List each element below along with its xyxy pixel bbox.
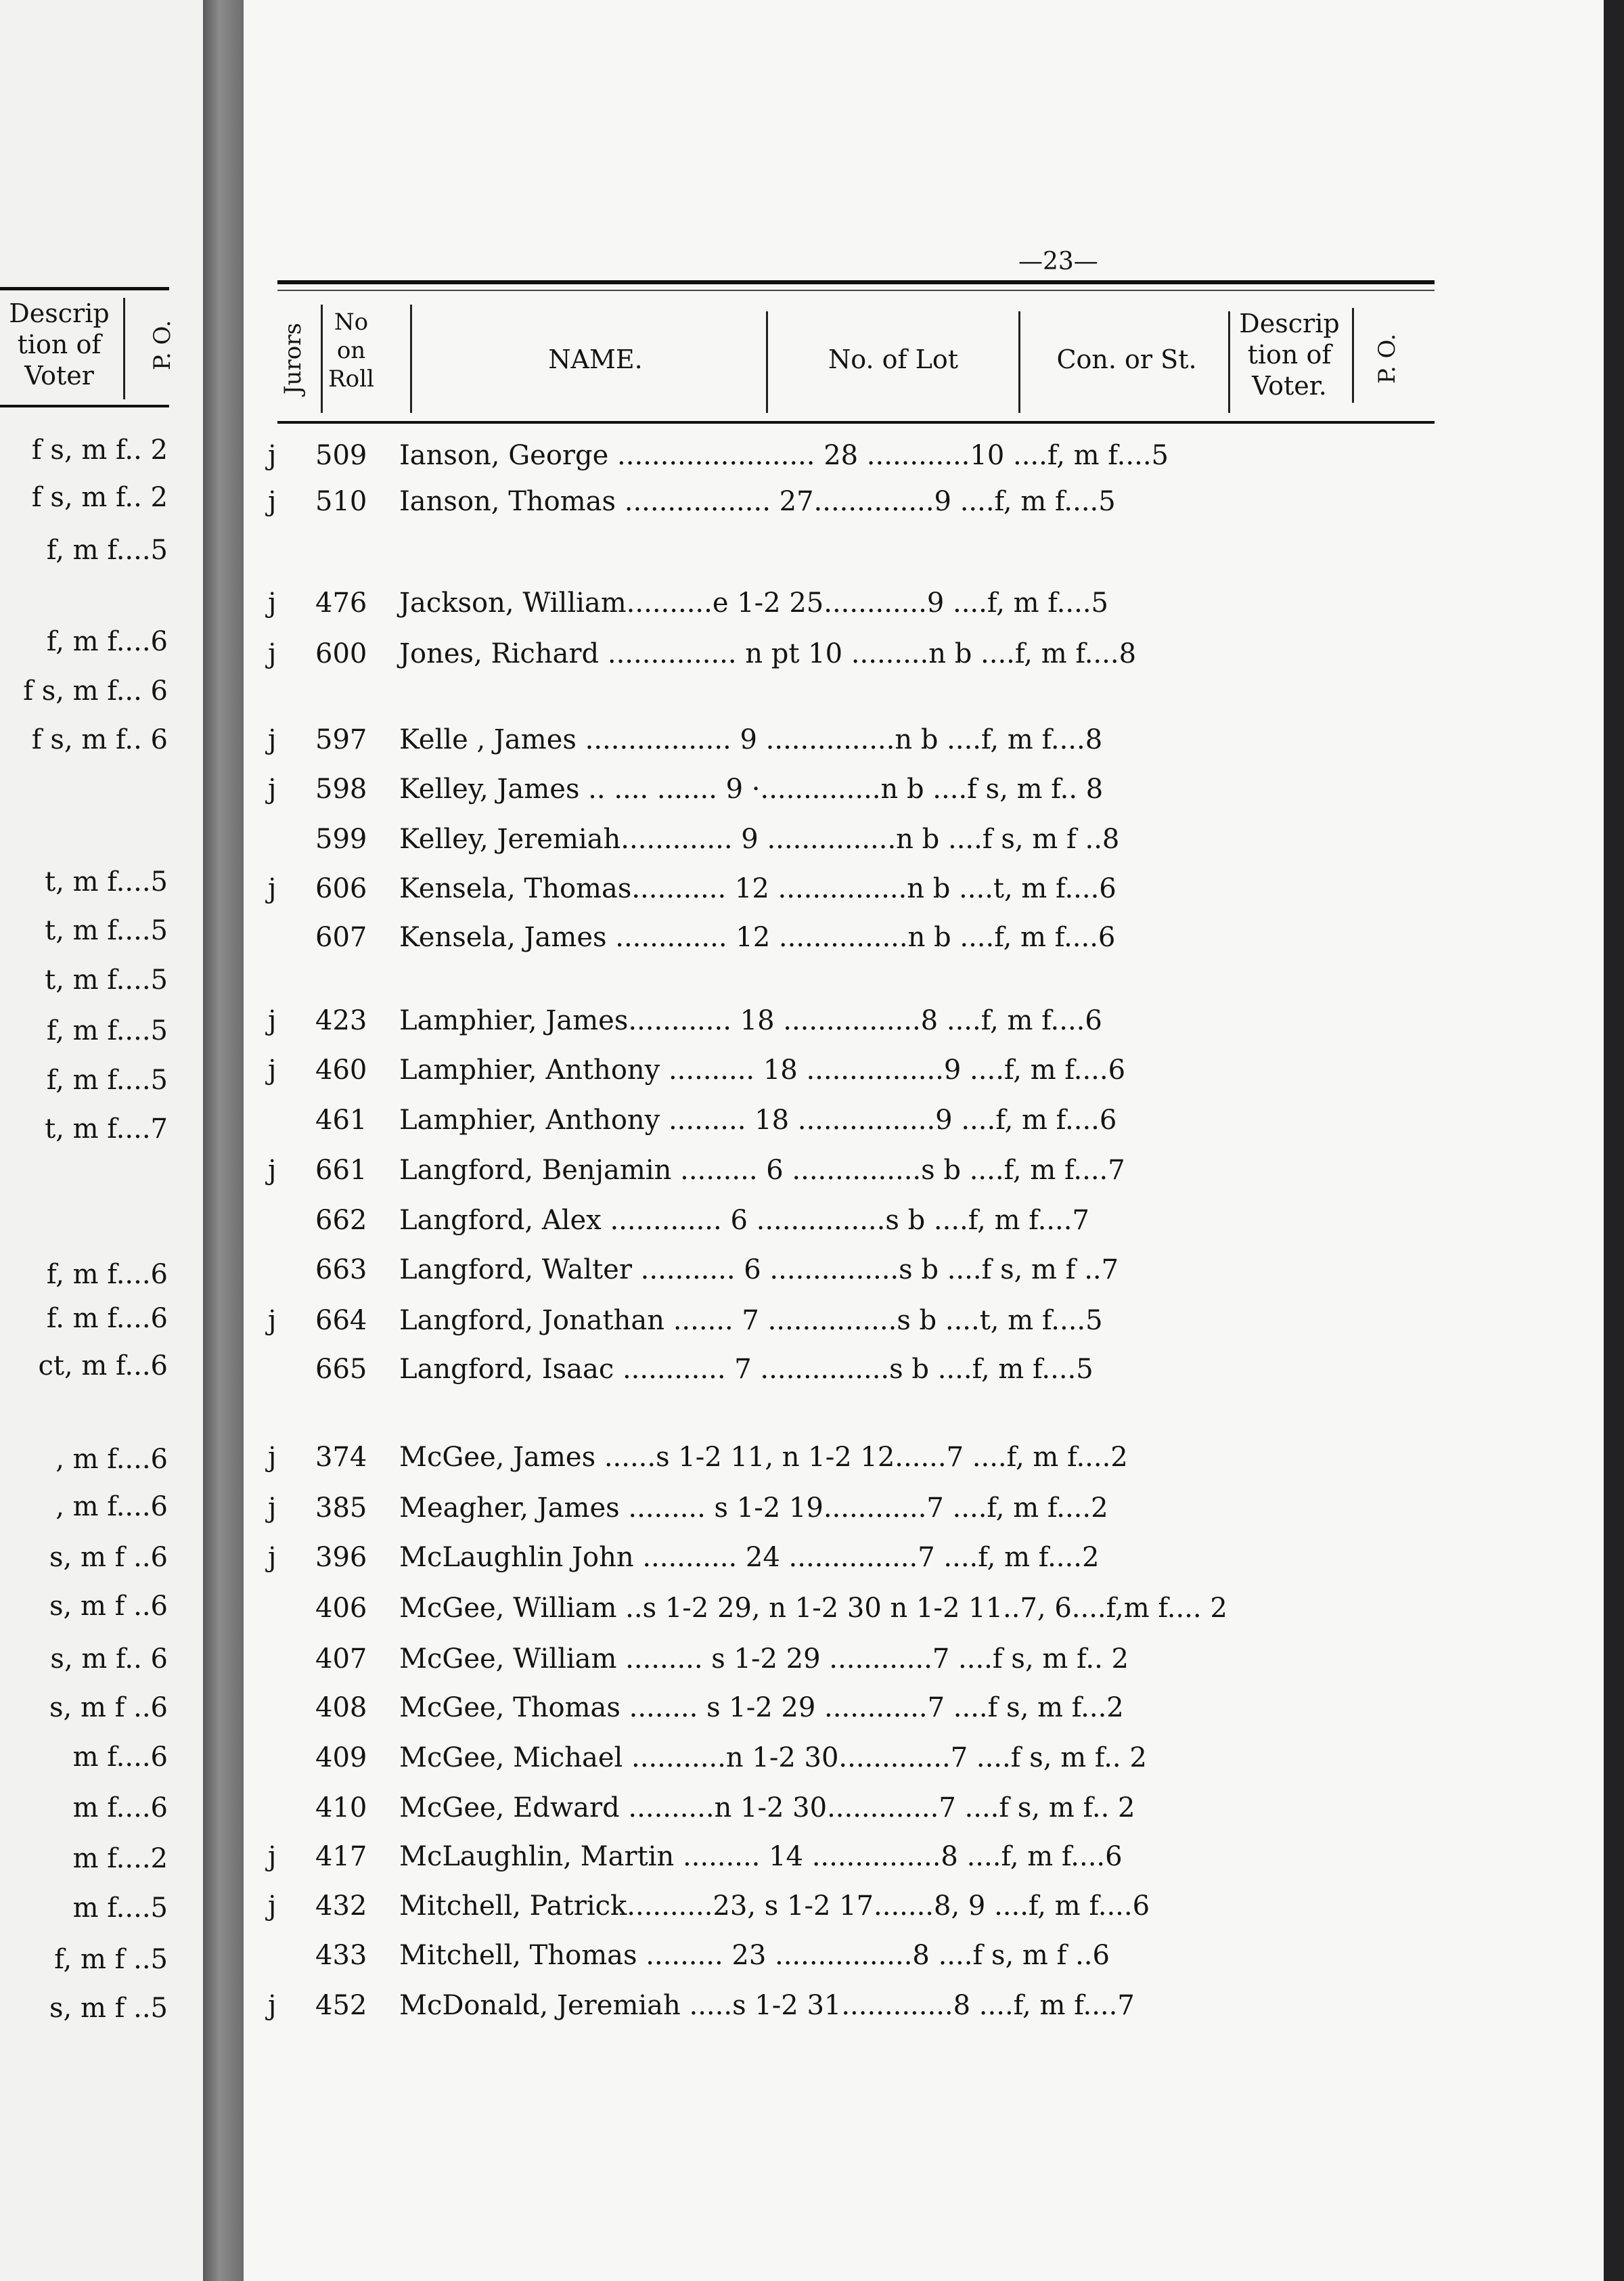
table-row (244, 1442, 1624, 1482)
roll-number: 661 (315, 1155, 367, 1186)
roll-number: 600 (315, 638, 367, 669)
juror-mark: j (268, 1890, 277, 1922)
left-row-fragment: f s, m f.. 2 (31, 435, 168, 466)
left-row-fragment: f s, m f.. 6 (31, 724, 168, 755)
juror-mark: j (268, 1492, 277, 1524)
roll-number: 374 (315, 1442, 367, 1473)
juror-mark: j (268, 1990, 277, 2021)
header-line: Voter. (1252, 371, 1327, 401)
description-header (1230, 308, 1349, 401)
juror-mark: j (268, 1005, 277, 1036)
column-divider (1018, 311, 1020, 413)
roll-number: 396 (315, 1542, 367, 1573)
juror-mark: j (268, 440, 277, 471)
book-gutter (203, 0, 244, 2281)
lot-header: No. of Lot (828, 345, 959, 374)
roll-number: 663 (315, 1254, 367, 1285)
entry-text: Langford, Jonathan ....... 7 ...............s b ....t, m f....5 (399, 1305, 1103, 1336)
table-row (244, 1692, 1624, 1733)
roll-number: 410 (315, 1792, 367, 1823)
roll-number: 432 (315, 1890, 367, 1922)
table-row (244, 1940, 1624, 1980)
con-header: Con. or St. (1056, 345, 1197, 374)
roll-number: 461 (315, 1105, 367, 1136)
entry-text: Kensela, James ............. 12 ...............n b ....f, m f....6 (399, 922, 1116, 953)
roll-number: 598 (315, 774, 367, 805)
left-row-fragment: , m f....6 (55, 1491, 168, 1522)
roll-number: 409 (315, 1742, 367, 1773)
table-row (244, 1155, 1624, 1195)
juror-mark: j (268, 588, 277, 619)
juror-mark: j (268, 873, 277, 904)
roll-number: 665 (315, 1354, 367, 1385)
entry-text: Langford, Isaac ............ 7 ...............s b ....f, m f....5 (399, 1354, 1093, 1385)
left-row-fragment: f s, m f... 6 (23, 676, 168, 707)
table-row (244, 1542, 1624, 1582)
jurors-header: Jurors (279, 323, 307, 395)
table-row (244, 1841, 1624, 1882)
table-row (244, 1593, 1624, 1633)
header-top-rule (277, 280, 1435, 284)
page-number: —23— (1018, 248, 1098, 275)
entry-text: Mitchell, Thomas ......... 23 ................8 ....f s, m f ..6 (399, 1940, 1110, 1971)
roll-number: 607 (315, 922, 367, 953)
entry-text: McGee, William ..s 1-2 29, n 1-2 30 n 1-2 11..7, 6....f,m f.... 2 (399, 1593, 1227, 1624)
roll-number: 433 (315, 1940, 367, 1971)
entry-text: McGee, Thomas ........ s 1-2 29 ............7 ....f s, m f...2 (399, 1692, 1124, 1723)
entry-text: Kensela, Thomas........... 12 ...............n b ....t, m f....6 (399, 873, 1116, 904)
left-page (0, 0, 203, 2281)
entry-text: McGee, William ......... s 1-2 29 ............7 ....f s, m f.. 2 (399, 1643, 1129, 1675)
entry-text: Kelle , James ................. 9 ...............n b ....f, m f....8 (399, 724, 1103, 755)
page-edge (1604, 0, 1624, 2281)
left-row-fragment: m f....6 (72, 1792, 168, 1823)
roll-number: 597 (315, 724, 367, 755)
table-row (244, 486, 1624, 527)
table-row (244, 1305, 1624, 1346)
left-row-fragment: s, m f ..5 (49, 1993, 168, 2024)
left-row-fragment: f, m f....5 (46, 535, 168, 566)
roll-number: 452 (315, 1990, 367, 2021)
table-row (244, 1005, 1624, 1046)
roll-number: 408 (315, 1692, 367, 1723)
table-row (244, 824, 1624, 864)
column-divider (1352, 308, 1354, 403)
left-row-fragment: s, m f.. 6 (50, 1643, 168, 1675)
juror-mark: j (268, 1305, 277, 1336)
roll-number: 385 (315, 1492, 367, 1524)
left-row-fragment: f, m f....5 (46, 1065, 168, 1096)
table-row (244, 588, 1624, 628)
table-row (244, 724, 1624, 765)
juror-mark: j (268, 1841, 277, 1872)
table-row (244, 1055, 1624, 1095)
table-row (244, 922, 1624, 962)
left-header-top-rule (0, 287, 169, 290)
entry-text: McGee, Edward ..........n 1-2 30.............7 ....f s, m f.. 2 (399, 1792, 1135, 1823)
table-row (244, 1990, 1624, 2031)
table-row (244, 1205, 1624, 1245)
roll-number: 417 (315, 1841, 367, 1872)
left-row-fragment: s, m f ..6 (49, 1591, 168, 1622)
left-row-fragment: f, m f....6 (46, 626, 168, 657)
roll-number: 406 (315, 1593, 367, 1624)
entry-text: McGee, James ......s 1-2 11, n 1-2 12......7 ....f, m f....2 (399, 1442, 1128, 1473)
column-divider (766, 311, 768, 413)
table-row (244, 1354, 1624, 1394)
roll-number: 606 (315, 873, 367, 904)
left-description-line: Descrip (9, 298, 110, 328)
entry-text: Mitchell, Patrick..........23, s 1-2 17.......8, 9 ....f, m f....6 (399, 1890, 1150, 1922)
entry-text: Jones, Richard ............... n pt 10 .........n b ....f, m f....8 (399, 638, 1137, 669)
roll-number: 407 (315, 1643, 367, 1675)
roll-number: 423 (315, 1005, 367, 1036)
table-row (244, 1254, 1624, 1295)
left-row-fragment: m f....5 (72, 1892, 168, 1924)
entry-text: Meagher, James ......... s 1-2 19............7 ....f, m f....2 (399, 1492, 1108, 1524)
header-line: tion of (1247, 340, 1332, 370)
entry-text: McGee, Michael ...........n 1-2 30.............7 ....f s, m f.. 2 (399, 1742, 1147, 1773)
roll-number: 476 (315, 588, 367, 619)
entry-text: Lamphier, Anthony ......... 18 ................9 ....f, m f....6 (399, 1105, 1117, 1136)
left-description-line: tion of (17, 330, 102, 359)
entry-text: Langford, Walter ........... 6 ...............s b ....f s, m f ..7 (399, 1254, 1119, 1285)
table-row (244, 1890, 1624, 1931)
po-header: P. O. (1374, 333, 1401, 384)
left-row-fragment: , m f....6 (55, 1444, 168, 1475)
left-row-fragment: t, m f....5 (45, 915, 168, 946)
left-po-header: P. O. (149, 319, 176, 371)
left-row-fragment: ct, m f...6 (38, 1350, 168, 1381)
header-bottom-rule (277, 421, 1435, 424)
left-row-fragment: f, m f....6 (46, 1259, 168, 1290)
left-row-fragment: f. m f....6 (46, 1303, 168, 1334)
entry-text: McLaughlin, Martin ......... 14 ...............8 ....f, m f....6 (399, 1841, 1123, 1872)
juror-mark: j (268, 638, 277, 669)
left-column-divider (123, 298, 125, 399)
entry-text: Ianson, Thomas ................. 27..............9 ....f, m f....5 (399, 486, 1116, 517)
entry-text: McDonald, Jeremiah .....s 1-2 31.............8 ....f, m f....7 (399, 1990, 1135, 2021)
roll-number: 510 (315, 486, 367, 517)
entry-text: McLaughlin John ........... 24 ...............7 ....f, m f....2 (399, 1542, 1100, 1573)
juror-mark: j (268, 1155, 277, 1186)
left-row-fragment: f s, m f.. 2 (31, 482, 168, 513)
juror-mark: j (268, 1055, 277, 1086)
table-row (244, 1742, 1624, 1783)
left-row-fragment: t, m f....5 (45, 866, 168, 898)
roll-number: 664 (315, 1305, 367, 1336)
column-divider (321, 305, 323, 413)
no-on-roll-header (323, 308, 379, 393)
juror-mark: j (268, 1542, 277, 1573)
table-row (244, 774, 1624, 814)
header-top-rule-thin (277, 290, 1435, 291)
table-row (244, 1643, 1624, 1684)
left-header-bottom-rule (0, 405, 169, 407)
roll-number: 662 (315, 1205, 367, 1236)
header-line: No (334, 309, 369, 336)
left-row-fragment: f, m f....5 (46, 1015, 168, 1046)
left-row-fragment: f, m f ..5 (54, 1944, 168, 1975)
entry-text: Langford, Benjamin ......... 6 ...............s b ....f, m f....7 (399, 1155, 1125, 1186)
header-line: Descrip (1239, 309, 1340, 338)
left-row-fragment: t, m f....5 (45, 965, 168, 996)
roll-number: 460 (315, 1055, 367, 1086)
left-row-fragment: s, m f ..6 (49, 1542, 168, 1573)
juror-mark: j (268, 724, 277, 755)
header-line: Roll (328, 366, 374, 393)
table-row (244, 638, 1624, 679)
column-divider (410, 305, 412, 413)
table-row (244, 1105, 1624, 1145)
entry-text: Langford, Alex ............. 6 ...............s b ....f, m f....7 (399, 1205, 1089, 1236)
roll-number: 509 (315, 440, 367, 471)
header-line: on (336, 337, 366, 364)
juror-mark: j (268, 1442, 277, 1473)
entry-text: Kelley, James .. .... ....... 9 ·..............n b ....f s, m f.. 8 (399, 774, 1104, 805)
entry-text: Lamphier, Anthony .......... 18 ................9 ....f, m f....6 (399, 1055, 1126, 1086)
left-row-fragment: m f....6 (72, 1742, 168, 1773)
left-description-line: Voter (24, 361, 94, 391)
left-row-fragment: t, m f....7 (45, 1113, 168, 1145)
left-description-header (0, 298, 118, 391)
table-row (244, 1792, 1624, 1833)
left-row-fragment: m f....2 (72, 1843, 168, 1874)
table-row (244, 1492, 1624, 1533)
table-row (244, 873, 1624, 914)
juror-mark: j (268, 486, 277, 517)
entry-text: Kelley, Jeremiah............. 9 ...............n b ....f s, m f ..8 (399, 824, 1120, 855)
name-header: NAME. (548, 345, 643, 374)
right-page (244, 0, 1624, 2281)
left-row-fragment: s, m f ..6 (49, 1692, 168, 1723)
entry-text: Jackson, William..........e 1-2 25............9 ....f, m f....5 (399, 588, 1108, 619)
juror-mark: j (268, 774, 277, 805)
table-row (244, 440, 1624, 481)
entry-text: Ianson, George ....................... 28 ............10 ....f, m f....5 (399, 440, 1169, 471)
entry-text: Lamphier, James............ 18 ................8 ....f, m f....6 (399, 1005, 1102, 1036)
roll-number: 599 (315, 824, 367, 855)
